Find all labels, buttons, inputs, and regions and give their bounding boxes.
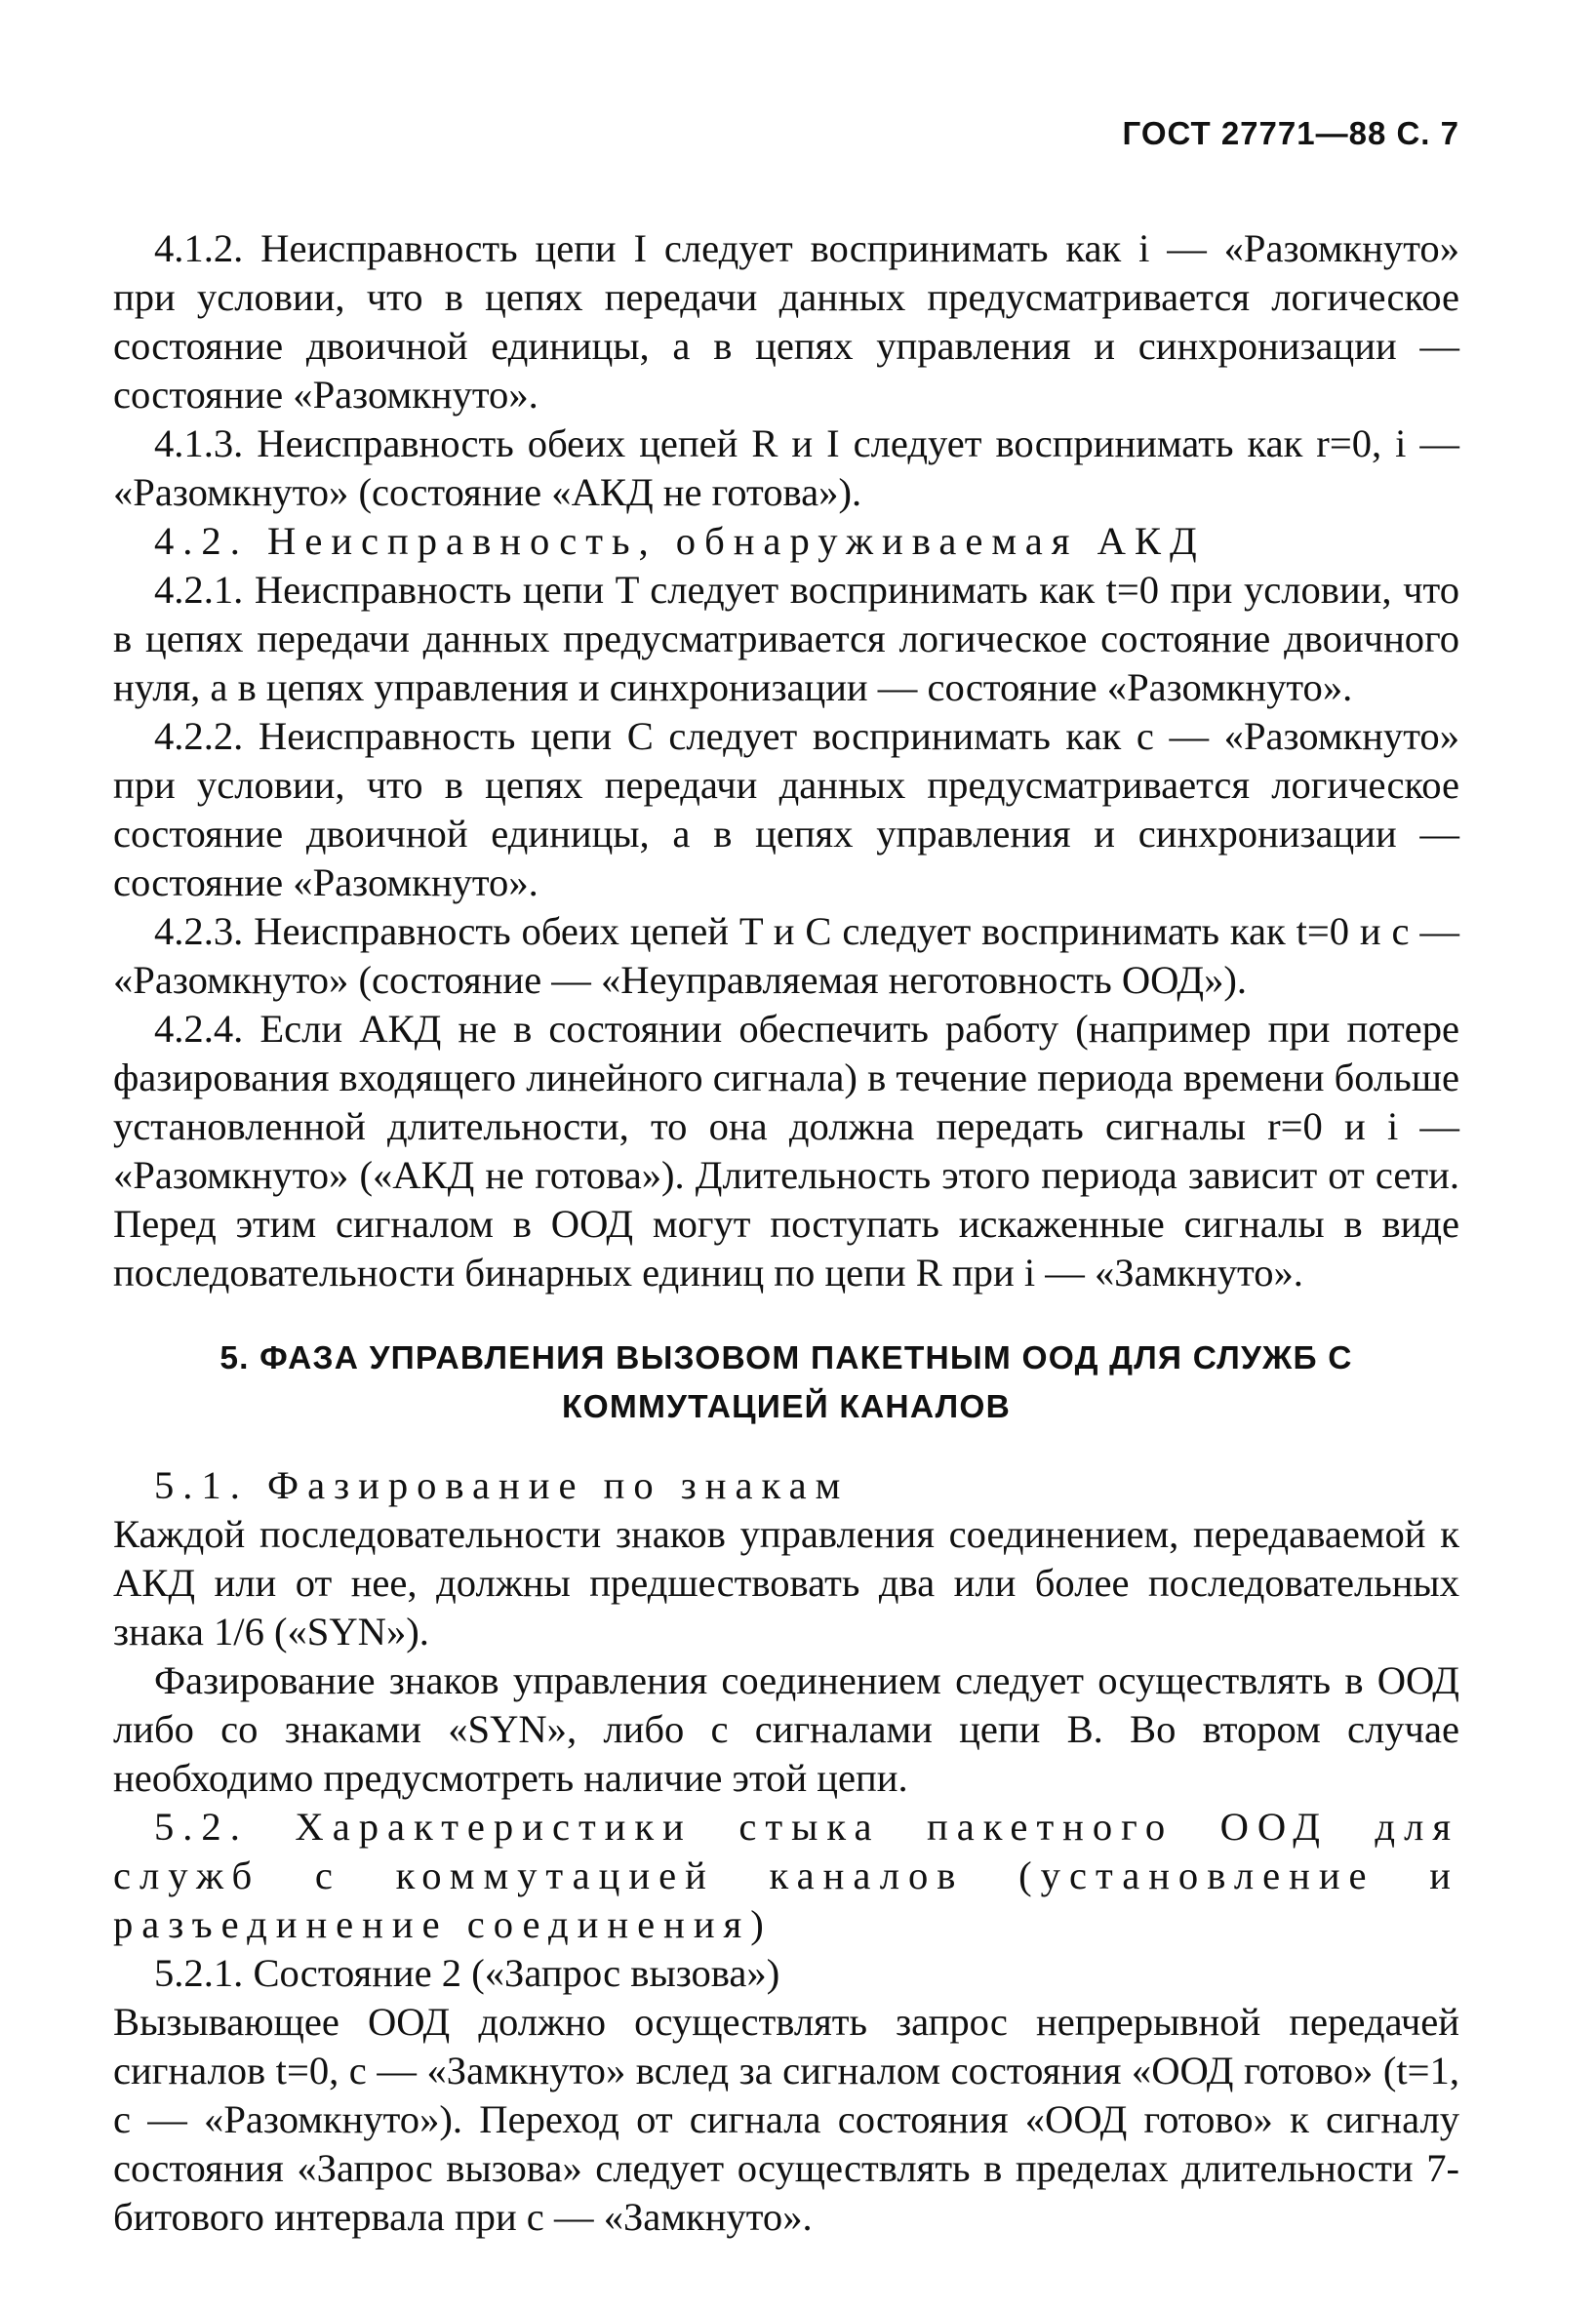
- paragraph-4-2-1: 4.2.1. Неисправность цепи T следует воспринимать как t=0 при условии, что в цепях передачи данных предусматривается логическое состояние двоичного нуля, а в цепях управления и синхронизации — состояние «Разомкнуто».: [113, 568, 1459, 709]
- page-header: ГОСТ 27771—88 С. 7: [1122, 115, 1459, 151]
- paragraph-4-2-3: 4.2.3. Неисправность обеих цепей T и C следует воспринимать как t=0 и c — «Разомкнуто» (состояние — «Неуправляемая неготовность ООД»).: [113, 909, 1459, 1002]
- paragraph-5-1-text: Каждой последовательности знаков управления соединением, передаваемой к АКД или от нее, должны предшествовать два или более последовательных знака 1/6 («SYN»).: [113, 1512, 1459, 1654]
- paragraph-5-2-1-text: Вызывающее ООД должно осуществлять запрос непрерывной передачей сигналов t=0, c — «Замкнуто» вслед за сигналом состояния «ООД готово» (t=1, c — «Разомкнуто»). Переход от сигнала состояния «ООД готово» к сигналу состояния «Запрос вызова» следует осуществлять в пределах длительности 7-битового интервала при c — «Замкнуто».: [113, 2000, 1459, 2239]
- paragraph-4-2-4: 4.2.4. Если АКД не в состоянии обеспечить работу (например при потере фазирования входящего линейного сигнала) в течение периода времени больше установленной длительности, то она должна передать сигналы r=0 и i — «Разомкнуто» («АКД не готова»). Длительность этого периода зависит от сети. Перед этим сигналом в ООД могут поступать искаженные сигналы в виде последовательности бинарных единиц по цепи R при i — «Замкнуто».: [113, 1007, 1459, 1295]
- heading-4-2: 4.2. Неисправность, обнаруживаемая АКД: [154, 519, 1206, 563]
- heading-5-2-1: 5.2.1. Состояние 2 («Запрос вызова»): [154, 1951, 780, 1995]
- heading-5-2: 5.2. Характеристики стыка пакетного ООД для служб с коммутацией каналов (установление и разъединение соединения): [113, 1805, 1459, 1946]
- paragraph-4-1-2: 4.1.2. Неисправность цепи I следует воспринимать как i — «Разомкнуто» при условии, что в цепях передачи данных предусматривается логическое состояние двоичной единицы, а в цепях управления и синхронизации — состояние «Разомкнуто».: [113, 226, 1459, 417]
- section-5-title: 5. ФАЗА УПРАВЛЕНИЯ ВЫЗОВОМ ПАКЕТНЫМ ООД ДЛЯ СЛУЖБ С КОММУТАЦИЕЙ КАНАЛОВ: [219, 1340, 1353, 1425]
- paragraph-4-1-3: 4.1.3. Неисправность обеих цепей R и I следует воспринимать как r=0, i — «Разомкнуто» (состояние «АКД не готова»).: [113, 421, 1459, 514]
- paragraph-5-1-text-2: Фазирование знаков управления соединением следует осуществлять в ООД либо со знаками «SYN», либо с сигналами цепи B. Во втором случае необходимо предусмотреть наличие этой цепи.: [113, 1658, 1459, 1800]
- heading-5-1: 5.1. Фазирование по знакам: [154, 1463, 850, 1507]
- paragraph-4-2-2: 4.2.2. Неисправность цепи C следует воспринимать как c — «Разомкнуто» при условии, что в цепях передачи данных предусматривается логическое состояние двоичной единицы, а в цепях управления и синхронизации — состояние «Разомкнуто».: [113, 714, 1459, 904]
